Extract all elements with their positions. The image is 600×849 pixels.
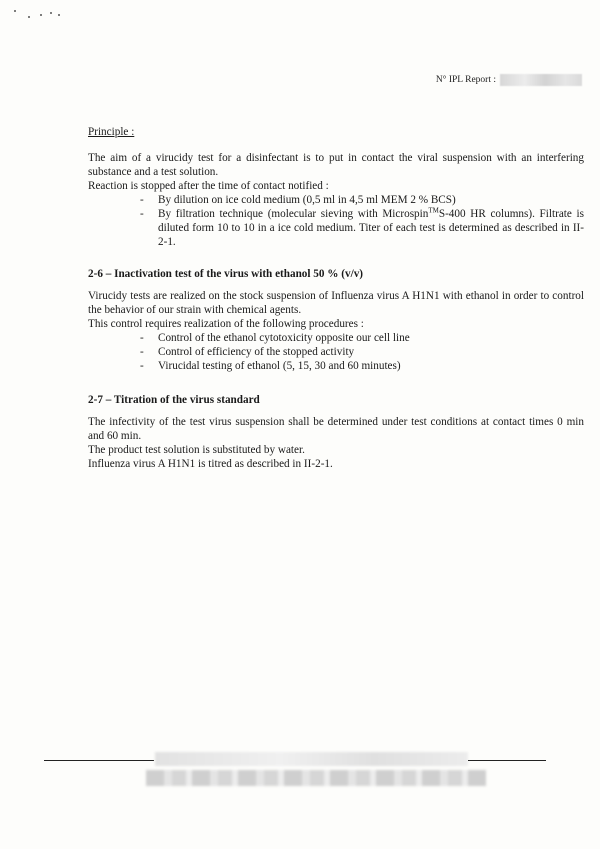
bullet-dash: -	[140, 360, 144, 372]
list-item	[140, 345, 584, 359]
speck	[14, 10, 16, 12]
list-item-text: Control of the ethanol cytotoxicity opposite our cell line	[158, 332, 410, 344]
section-2-6-title: 2-6 – Inactivation test of the virus with ethanol 50 % (v/v)	[88, 268, 364, 280]
speck	[50, 12, 52, 14]
principle-list	[88, 193, 584, 249]
list-item	[140, 331, 584, 345]
list-item	[140, 207, 584, 249]
section-2-6-procedures-intro: This control requires realization of the following procedures :	[88, 318, 364, 330]
section-2-6-paragraph: Virucidy tests are realized on the stock suspension of Influenza virus A H1N1 with ethanol in order to control the behavior of our strain with chemical agents.	[88, 290, 584, 316]
section-2-7-title: 2-7 – Titration of the virus standard	[88, 394, 260, 406]
list-item	[140, 359, 584, 373]
principle-heading: Principle :	[88, 126, 135, 138]
trademark-superscript: TM	[428, 206, 439, 215]
section-2-7-titration-text: Influenza virus A H1N1 is titred as described in II-2-1.	[88, 458, 333, 470]
speck	[40, 14, 42, 16]
document-body	[88, 125, 584, 471]
list-item-text: Virucidal testing of ethanol (5, 15, 30 and 60 minutes)	[158, 360, 401, 372]
bullet-dash: -	[140, 208, 144, 220]
principle-reaction-text: Reaction is stopped after the time of contact notified :	[88, 180, 329, 192]
list-item-text-post: S-400 HR columns). Filtrate is diluted form 10 to 10 in a ice cold medium. Titer of each test is determined as described in II-2-1.	[158, 208, 584, 248]
bullet-dash: -	[140, 194, 144, 206]
speck	[28, 16, 30, 18]
bullet-dash: -	[140, 332, 144, 344]
procedures-list	[88, 331, 584, 373]
redacted-footer-line	[155, 752, 468, 766]
report-number-label: N° IPL Report :	[435, 75, 496, 85]
section-2-7-paragraph: The infectivity of the test virus suspension shall be determined under test conditions at contact times 0 min and 60 min.	[88, 416, 584, 442]
report-header	[436, 74, 582, 86]
speck	[58, 14, 60, 16]
footer-rule-left	[44, 760, 154, 761]
redacted-report-number	[500, 74, 582, 86]
section-2-7-substitution-text: The product test solution is substituted by water.	[88, 444, 305, 456]
list-item	[140, 193, 584, 207]
list-item-text: Control of efficiency of the stopped activity	[158, 346, 355, 358]
redacted-footer-address	[146, 770, 486, 786]
footer-rule-right	[468, 760, 546, 761]
scan-specks	[14, 8, 74, 22]
bullet-dash: -	[140, 346, 144, 358]
list-item-text-pre: By filtration technique (molecular sieving with Microspin	[158, 208, 429, 220]
principle-paragraph: The aim of a virucidy test for a disinfectant is to put in contact the viral suspension with an interfering substance and a test solution.	[88, 152, 584, 178]
list-item-text: By dilution on ice cold medium (0,5 ml in 4,5 ml MEM 2 % BCS)	[158, 194, 456, 206]
